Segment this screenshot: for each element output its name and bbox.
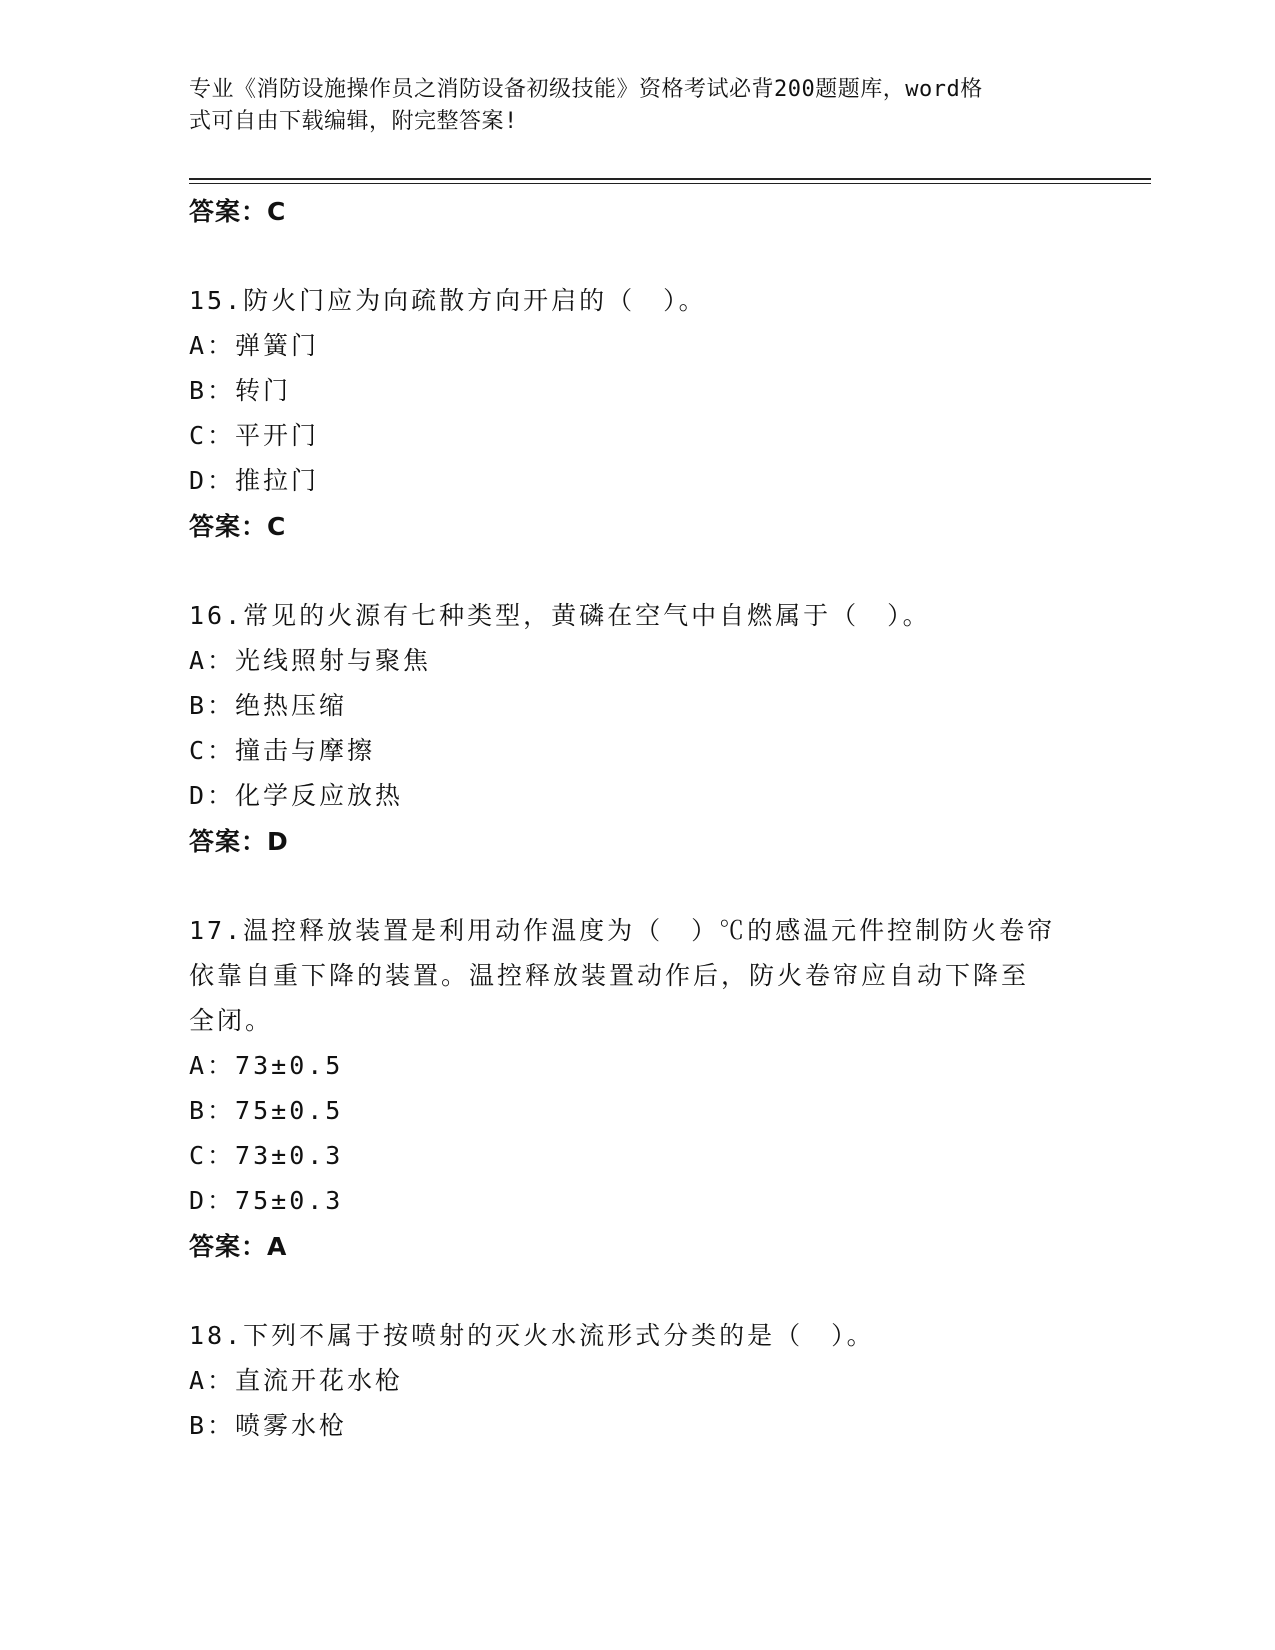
question-16-stem: 16.常见的火源有七种类型，黄磷在空气中自燃属于（ ）。 xyxy=(189,601,931,630)
question-16-option-d: D：化学反应放热 xyxy=(189,781,404,810)
answer-line: 答案：C xyxy=(189,197,287,226)
question-15-option-c: C：平开门 xyxy=(189,421,320,450)
question-17-option-c: C：73±0.3 xyxy=(189,1141,344,1170)
question-17-option-d: D：75±0.3 xyxy=(189,1186,344,1215)
question-17-stem-line-2: 依靠自重下降的装置。温控释放装置动作后，防火卷帘应自动下降至 xyxy=(189,961,1030,990)
document-header xyxy=(189,74,1069,138)
question-15-option-a: A：弹簧门 xyxy=(189,331,320,360)
question-15-stem: 15.防火门应为向疏散方向开启的（ ）。 xyxy=(189,286,707,315)
question-17-option-b: B：75±0.5 xyxy=(189,1096,344,1125)
header-divider xyxy=(189,178,1151,180)
question-17-stem-line-3: 全闭。 xyxy=(189,1006,274,1035)
question-16-option-c: C：撞击与摩擦 xyxy=(189,736,376,765)
question-18-option-b: B：喷雾水枪 xyxy=(189,1411,348,1440)
question-17-stem-line-1: 17.温控释放装置是利用动作温度为（ ）℃的感温元件控制防火卷帘 xyxy=(189,916,1056,945)
question-16-answer: 答案：D xyxy=(189,827,289,856)
header-line-1: 专业《消防设施操作员之消防设备初级技能》资格考试必背200题题库，word格 xyxy=(189,77,983,102)
question-15-answer: 答案：C xyxy=(189,512,287,541)
question-18-option-a: A：直流开花水枪 xyxy=(189,1366,404,1395)
question-18-stem: 18.下列不属于按喷射的灭火水流形式分类的是（ ）。 xyxy=(189,1321,875,1350)
question-17-option-a: A：73±0.5 xyxy=(189,1051,344,1080)
question-16-option-a: A：光线照射与聚焦 xyxy=(189,646,432,675)
question-16-option-b: B：绝热压缩 xyxy=(189,691,348,720)
question-17-answer: 答案：A xyxy=(189,1232,288,1261)
question-15-option-d: D：推拉门 xyxy=(189,466,320,495)
header-divider-thin xyxy=(189,183,1151,184)
header-line-2: 式可自由下载编辑，附完整答案! xyxy=(189,109,518,134)
question-15-option-b: B：转门 xyxy=(189,376,292,405)
